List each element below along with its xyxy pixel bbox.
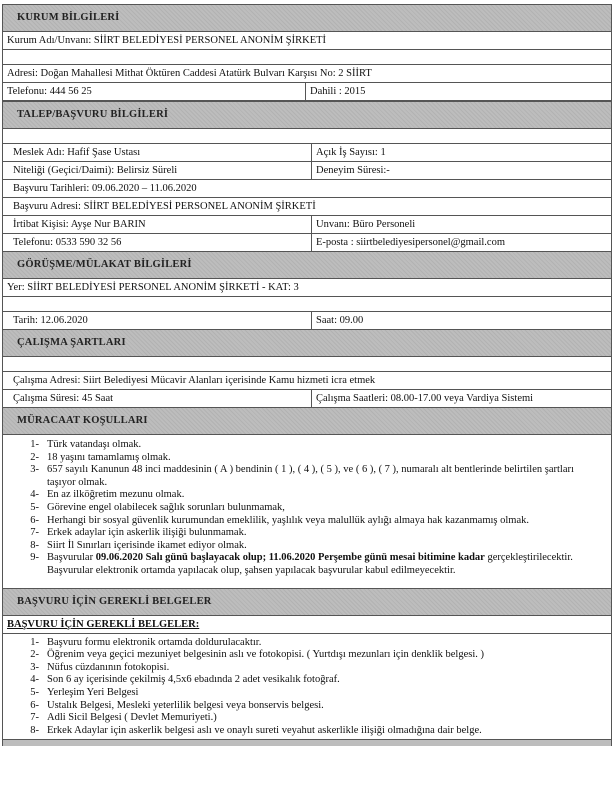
list-item: 3- Nüfus cüzdanının fotokopisi. [30, 661, 170, 673]
section-header-muracaat [3, 407, 611, 435]
bottom-band [3, 739, 611, 746]
muracaat-list [3, 435, 611, 580]
calisma-sure-row [3, 390, 611, 407]
talep-row-2 [3, 162, 611, 180]
gorusme-tarih-row [3, 312, 611, 329]
section-title: BAŞVURU İÇİN GEREKLİ BELGELER [17, 595, 212, 607]
kurum-telefon-row [3, 83, 611, 101]
section-header-calisma [3, 329, 611, 357]
meslek-adi: Meslek Adı: Hafif Şase Ustası [13, 147, 141, 158]
calisma-suresi: Çalışma Süresi: 45 Saat [13, 393, 114, 404]
irtibat-kisisi: İrtibat Kişisi: Ayşe Nur BARIN [13, 219, 146, 230]
gorusme-yeri: Yer: SİİRT BELEDİYESİ PERSONEL ANONİM ŞİRKETİ - KAT: 3 [7, 282, 299, 293]
list-item: 6- Herhangi bir sosyal güvenlik kurumundan emeklilik, yaşlılık veya malullük aylığı almaya hak kazanmamış olmak. [30, 514, 530, 526]
list-item: 2- Öğrenim veya geçici mezuniyet belgesinin aslı ve fotokopisi. ( Yurtdışı mezunları için denklik belgesi. ) [30, 649, 484, 661]
spacer [3, 50, 611, 65]
kurum-adi-row [3, 32, 611, 50]
kurum-adres-row [3, 65, 611, 83]
irtibat-telefonu: Telefonu: 0533 590 32 56 [13, 237, 122, 248]
kurum-dahili: Dahili : 2015 [305, 83, 611, 100]
list-item: 1- Türk vatandaşı olmak. [30, 439, 142, 450]
section-title: TALEP/BAŞVURU BİLGİLERİ [17, 109, 169, 120]
calisma-saatleri: Çalışma Saatleri: 08.00-17.00 veya Vardiya Sistemi [311, 390, 611, 407]
section-header-kurum [3, 4, 611, 32]
belgeler-subheader: BAŞVURU İÇİN GEREKLİ BELGELER: [3, 616, 611, 634]
calisma-adresi: Çalışma Adresi: Siirt Belediyesi Mücavir Alanları içerisinde Kamu hizmeti icra etmek [13, 375, 376, 386]
list-item: 8- Erkek Adaylar için askerlik belgesi aslı ve onaylı sureti veyahut askerlikle ilişiği olmadığına dair belge. [30, 724, 482, 736]
job-posting-document [2, 4, 612, 746]
spacer [3, 129, 611, 144]
list-item: 4- En az ilköğretim mezunu olmak. [30, 489, 185, 501]
niteligi: Niteliği (Geçici/Daimi): Belirsiz Süreli [13, 165, 178, 176]
talep-row-3 [3, 180, 611, 198]
e-posta: E-posta : siirtbelediyesipersonel@gmail.com [311, 234, 611, 251]
deneyim-suresi: Deneyim Süresi:- [311, 162, 611, 179]
section-title: KURUM BİLGİLERİ [17, 12, 120, 23]
list-item: 7- Adli Sicil Belgesi ( Devlet Memuriyeti.) [30, 712, 217, 724]
list-item: 6- Ustalık Belgesi, Mesleki yeterlilik belgesi veya bonservis belgesi. [30, 699, 324, 711]
section-header-talep [3, 101, 611, 129]
talep-row-4 [3, 198, 611, 216]
section-header-gorusme [3, 251, 611, 279]
basvuru-tarihleri: Başvuru Tarihleri: 09.06.2020 – 11.06.2020 [13, 183, 197, 194]
gorusme-tarihi: Tarih: 12.06.2020 [13, 315, 88, 326]
list-item: 8- Siirt İl Sınırları içerisinde ikamet ediyor olmak. [30, 539, 247, 551]
gorusme-saati: Saat: 09.00 [311, 312, 611, 329]
list-item: 3- 657 sayılı Kanunun 48 inci maddesinin ( A ) bendinin ( 1 ), ( 4 ), ( 5 ), ve ( 6 ), ( 7 ), numaralı alt bentlerinde belirtilen şartları taşıyor olmak. [30, 464, 574, 488]
calisma-adres-row [3, 372, 611, 390]
list-item: 9- Başvurular 09.06.2020 Salı günü başlayacak olup; 11.06.2020 Perşembe günü mesai bitimine kadar gerçekleştirilecektir. Başvurular elektronik ortamda yapılacak olup, şahsen yapılacak başvurular kabul edilmeyecektir. [30, 552, 573, 576]
list-item: 4- Son 6 ay içerisinde çekilmiş 4,5x6 ebadında 2 adet vesikalık fotoğraf. [30, 674, 340, 686]
talep-row-1 [3, 144, 611, 162]
acik-is-sayisi: Açık İş Sayısı: 1 [311, 144, 611, 161]
list-item: 5- Görevine engel olabilecek sağlık sorunları bulunmamak, [30, 501, 285, 513]
spacer [3, 297, 611, 312]
kurum-adres: Adresi: Doğan Mahallesi Mithat Öktüren Caddesi Atatürk Bulvarı Karşısı No: 2 SİİRT [7, 68, 372, 79]
gorusme-yer-row [3, 279, 611, 297]
unvani: Unvanı: Büro Personeli [311, 216, 611, 233]
section-title: GÖRÜŞME/MÜLAKAT BİLGİLERİ [17, 259, 192, 270]
section-title: ÇALIŞMA ŞARTLARI [17, 337, 126, 348]
section-header-belgeler [3, 589, 611, 616]
list-item: 5- Yerleşim Yeri Belgesi [30, 686, 139, 698]
talep-row-6 [3, 234, 611, 251]
spacer [3, 357, 611, 372]
kurum-telefon: Telefonu: 444 56 25 [7, 86, 92, 97]
muracaat-list-box [3, 435, 611, 589]
talep-row-5 [3, 216, 611, 234]
list-item: 2- 18 yaşını tamamlamış olmak. [30, 451, 171, 463]
belgeler-list [3, 634, 611, 740]
section-title: MÜRACAAT KOŞULLARI [17, 415, 148, 426]
list-item: 7- Erkek adaylar için askerlik ilişiği bulunmamak. [30, 527, 247, 539]
list-item: 1- Başvuru formu elektronik ortamda doldurulacaktır. [30, 636, 262, 648]
kurum-adi: Kurum Adı/Unvanı: SİİRT BELEDİYESİ PERSONEL ANONİM ŞİRKETİ [7, 35, 327, 46]
basvuru-adresi: Başvuru Adresi: SİİRT BELEDİYESİ PERSONEL ANONİM ŞİRKETİ [13, 201, 316, 212]
